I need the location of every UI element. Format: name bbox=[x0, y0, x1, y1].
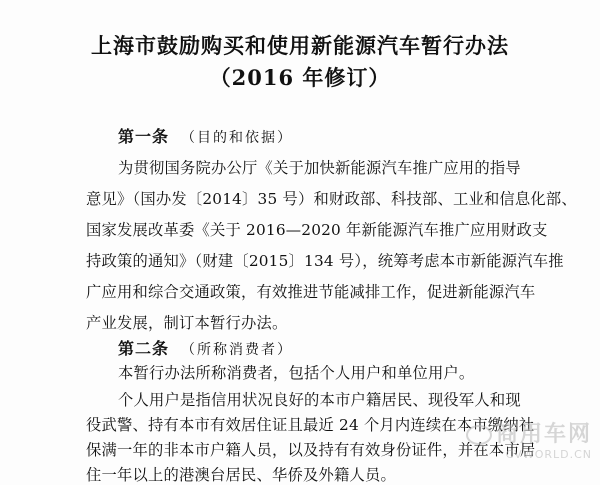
article-2-line: 本暂行办法所称消费者，包括个人用户和单位用户。 bbox=[118, 364, 475, 382]
article-2-number: 第二条 bbox=[118, 339, 170, 358]
article-2-line: 住一年以上的港澳台居民、华侨及外籍人员。 bbox=[86, 466, 396, 484]
document-subtitle: （2016 年修订） bbox=[209, 65, 391, 90]
watermark-en: CVWORLD.CN bbox=[505, 448, 592, 461]
article-1-heading bbox=[118, 124, 293, 147]
article-2-line: 役武警、持有本市有效居住证且最近 24 个月内连续在本市缴纳社 bbox=[86, 416, 535, 434]
article-1-line: 意见》（国办发〔2014〕35 号）和财政部、科技部、工业和信息化部、 bbox=[86, 190, 577, 208]
article-2-line: 个人用户是指信用状况良好的本市户籍居民、现役军人和现 bbox=[118, 391, 521, 409]
article-1-line: 产业发展，制订本暂行办法。 bbox=[86, 314, 288, 332]
article-1-line: 国家发展改革委《关于 2016—2020 年新能源汽车推广应用财政支 bbox=[86, 221, 548, 239]
document-title: 上海市鼓励购买和使用新能源汽车暂行办法 bbox=[91, 33, 509, 58]
watermark-logo-icon bbox=[466, 425, 492, 445]
article-2-heading bbox=[118, 336, 293, 359]
article-1-line: 广应用和综合交通政策，有效推进节能减排工作，促进新能源汽车 bbox=[86, 283, 536, 301]
watermark bbox=[466, 417, 592, 461]
article-1-line: 持政策的通知》（财建〔2015〕134 号），统筹考虑本市新能源汽车推 bbox=[86, 252, 564, 270]
article-1-subheading: （目的和依据） bbox=[181, 130, 294, 146]
article-1-number: 第一条 bbox=[118, 127, 170, 146]
article-2-line: 保满一年的非本市户籍人员，以及持有有效身份证件，并在本市居 bbox=[86, 441, 536, 459]
article-2-subheading: （所称消费者） bbox=[181, 342, 294, 358]
watermark-cn: 商用车网 bbox=[466, 417, 592, 448]
article-1-line: 为贯彻国务院办公厅《关于加快新能源汽车推广应用的指导 bbox=[118, 159, 521, 177]
